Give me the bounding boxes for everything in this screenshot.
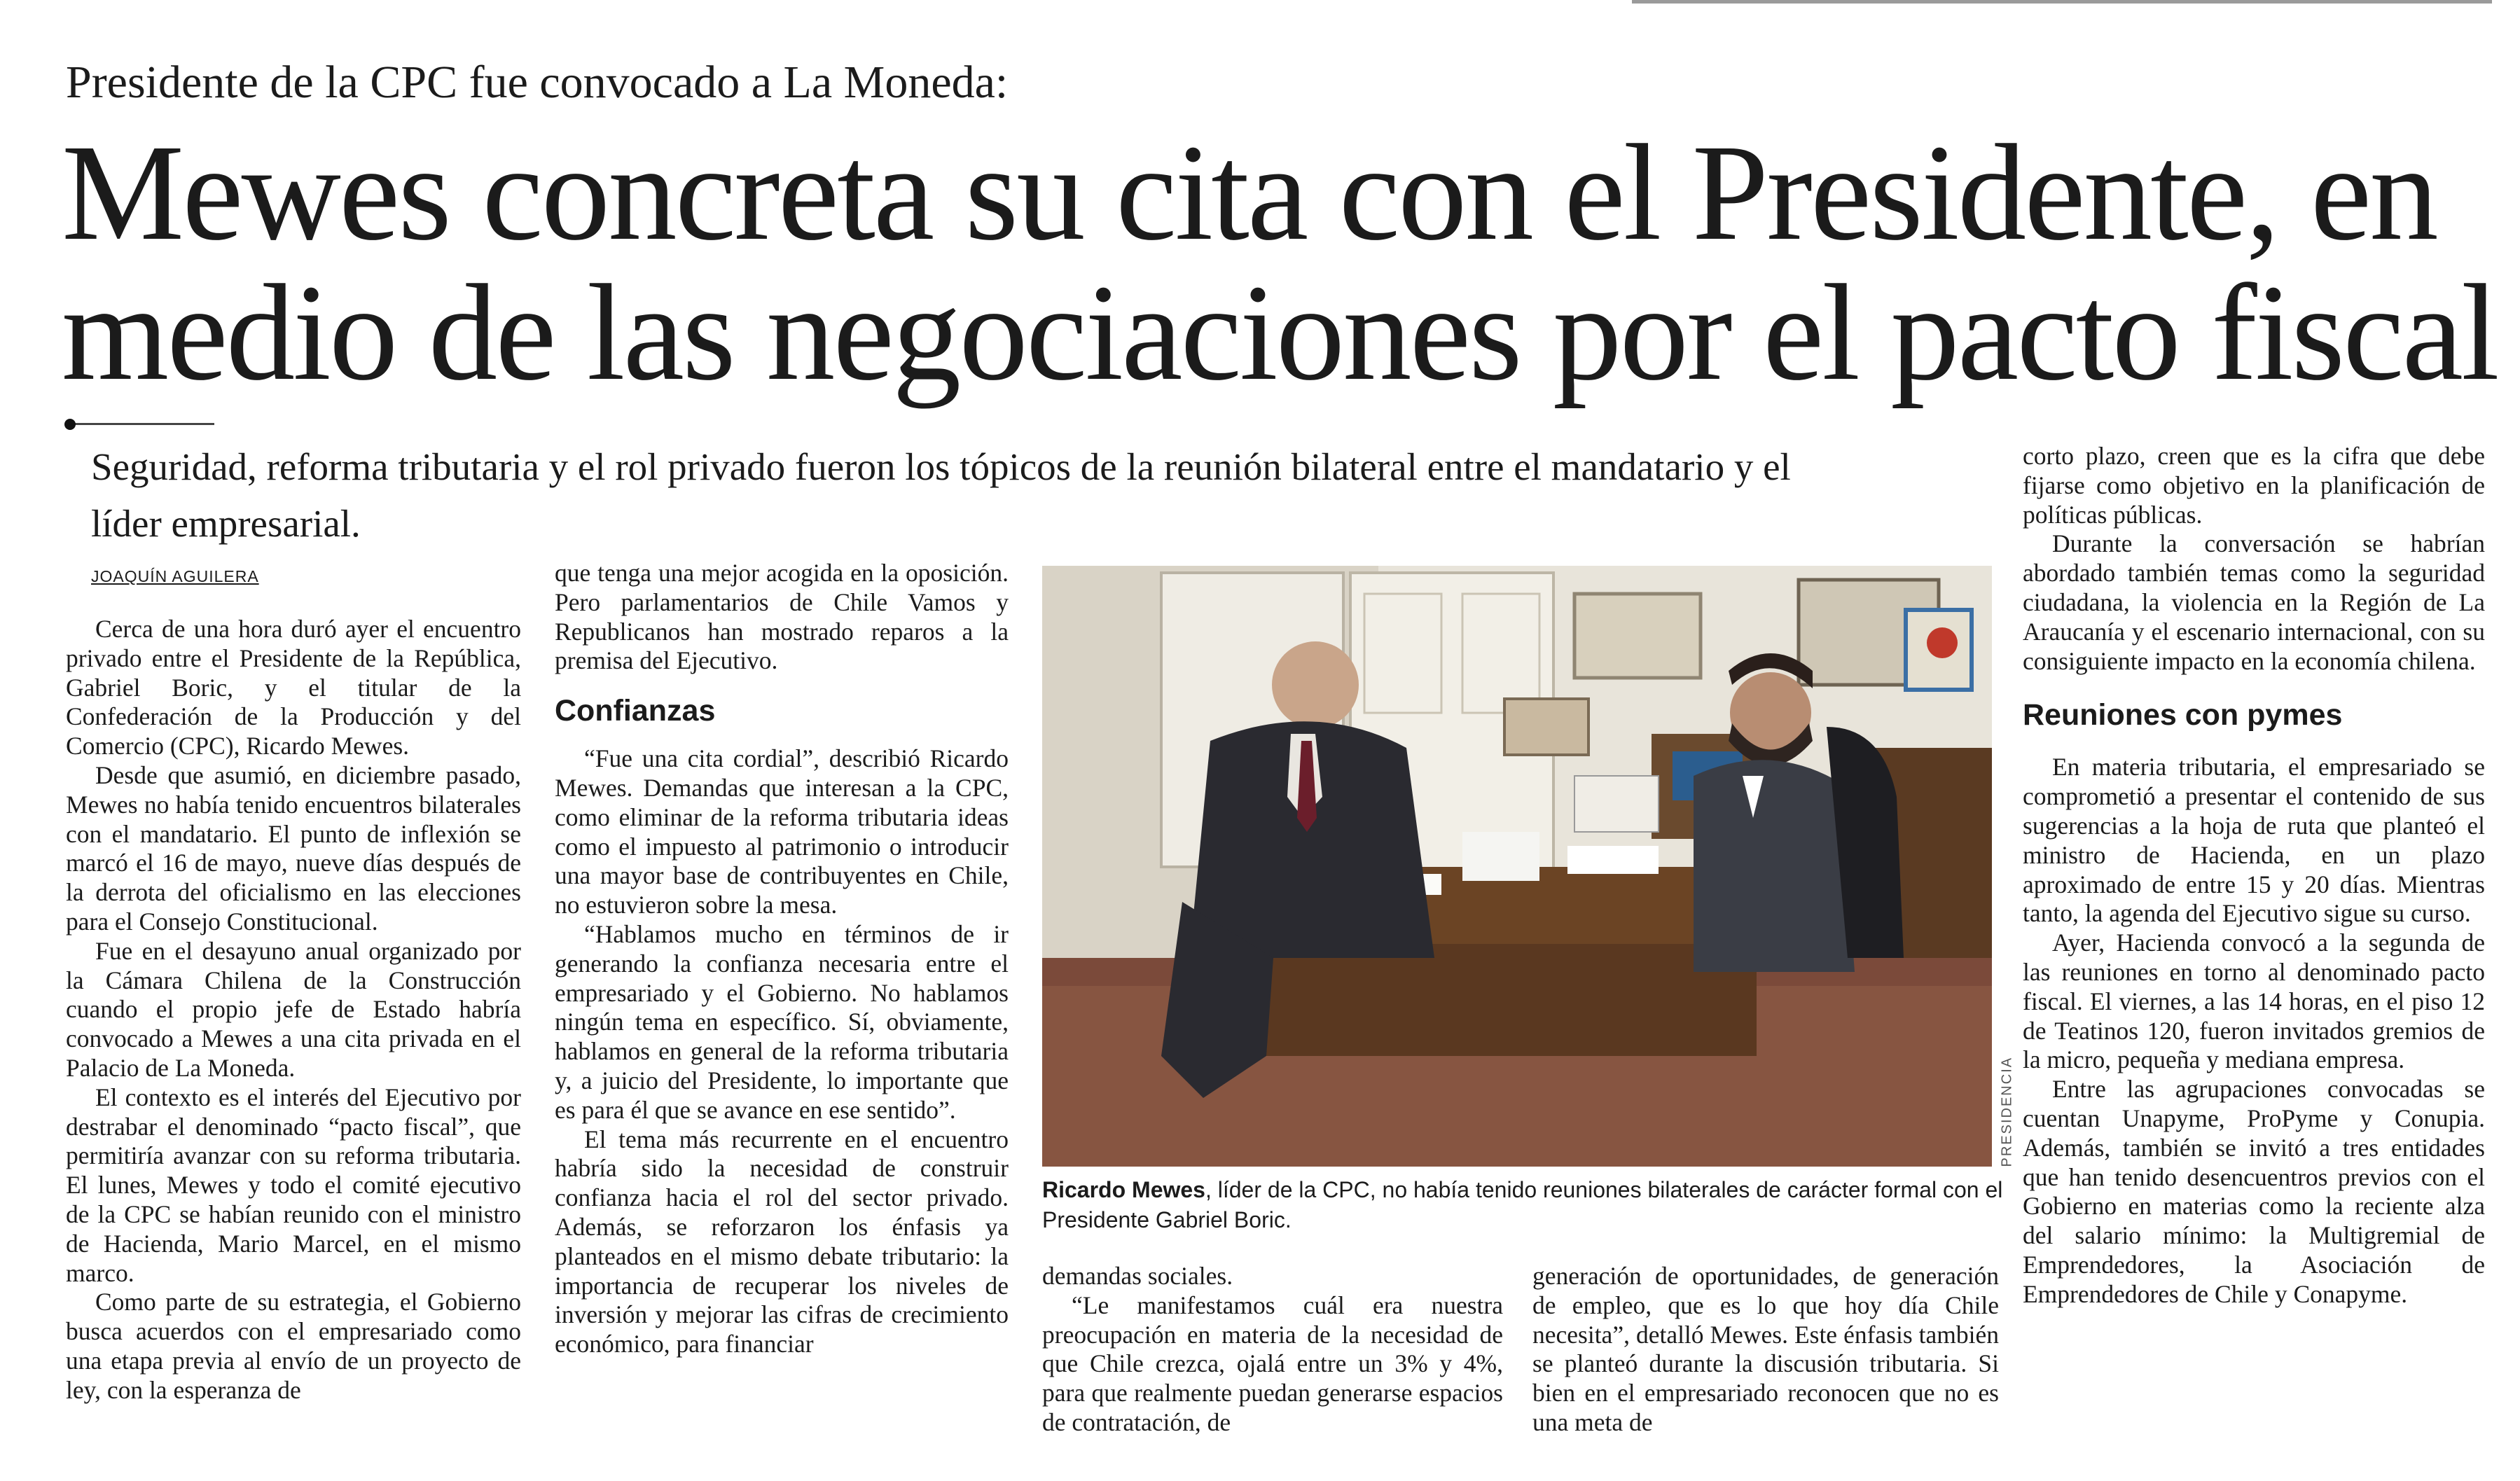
- paragraph: generación de oportunidades, de generación de empleo, que es lo que hoy día Chile necesita”, detalló Mewes. Este énfasis también se planteó durante la discusión tributaria. Si bien en el empresariado reconocen que no es una meta de: [1532, 1262, 1999, 1436]
- paragraph: Entre las agrupaciones convocadas se cuentan Unapyme, ProPyme y Conupia. Además, también se invitó a tres entidades que han tenido desencuentros previos con el Gobierno en materias como la reciente alza del salario mínimo: la Multigremial de Emprendedores, la Asociación de Emprendedores de Chile y Conapyme.: [2023, 1075, 2485, 1308]
- column-5: [2023, 442, 2485, 1309]
- subheading-confianzas: Confianzas: [555, 694, 716, 728]
- paragraph: Desde que asumió, en diciembre pasado, Mewes no había tenido encuentros bilaterales con el mandatario. El punto de inflexión se marcó el 16 de mayo, nueve días después de la derrota del oficialismo en las elecciones para el Consejo Constitucional.: [66, 760, 521, 936]
- deck-rule: [66, 423, 214, 425]
- deck-bullet: [64, 419, 76, 430]
- paragraph: “Fue una cita cordial”, describió Ricardo Mewes. Demandas que interesan a la CPC, como eliminar de la reforma tributaria ideas como el impuesto al patrimonio o introducir una mayor base de contribuyentes en Chile, no estuvieron sobre la mesa.: [555, 744, 1009, 919]
- paragraph: En materia tributaria, el empresariado se comprometió a presentar el contenido de sus sugerencias a la hoja de ruta que planteó el ministro de Hacienda, en un plazo aproximado de entre 15 y 20 días. Mientras tanto, la agenda del Ejecutivo sigue su curso.: [2023, 753, 2485, 928]
- photo-credit-text: PRESIDENCIA: [1999, 1056, 2015, 1167]
- paragraph: Como parte de su estrategia, el Gobierno busca acuerdos con el empresariado como una etapa previa al envío de un proyecto de ley, con la esperanza de: [66, 1288, 521, 1404]
- paragraph: El tema más recurrente en el encuentro habría sido la necesidad de construir confianza hacia el rol del sector privado. Además, se reforzaron los énfasis ya planteados en el mismo debate tributario: la importancia de recuperar los niveles de inversión y mejorar las cifras de crecimiento económico, para financiar: [555, 1125, 1009, 1358]
- headline-line-1: Mewes concreta su cita con el Presidente, en: [62, 116, 2437, 269]
- paragraph: Cerca de una hora duró ayer el encuentro privado entre el Presidente de la República, Gabriel Boric, y el titular de la Confederación de la Producción y del Comercio (CPC), Ricardo Mewes.: [66, 615, 521, 760]
- headline-line-2: medio de las negociaciones por el pacto fiscal: [62, 256, 2498, 409]
- headline: [62, 116, 2498, 409]
- photo-credit: [1995, 1056, 2019, 1169]
- column-3: [1042, 1262, 1503, 1438]
- paragraph: Fue en el desayuno anual organizado por la Cámara Chilena de la Construcción cuando el propio jefe de Estado habría convocado a Mewes a una cita privada en el Palacio de La Moneda.: [66, 936, 521, 1082]
- article-photo: [1042, 566, 1992, 1167]
- paragraph: que tenga una mejor acogida en la oposición. Pero parlamentarios de Chile Vamos y Republicanos han mostrado reparos a la premisa del Ejecutivo.: [555, 559, 1009, 675]
- paragraph: “Hablamos mucho en términos de ir generando la confianza necesaria entre el empresariado y el Gobierno. No hablamos ningún tema en específico. Sí, obviamente, hablamos en general de la reforma tributaria y, a juicio del Presidente, lo importante que es para él que se avance en ese sentido”.: [555, 919, 1009, 1124]
- subheading-reuniones-con-pymes: Reuniones con pymes: [2023, 698, 2343, 732]
- paragraph: Ayer, Hacienda convocó a la segunda de las reuniones en torno al denominado pacto fiscal. El viernes, a las 14 horas, en el piso 12 de Teatinos 120, fueron invitados gremios de la micro, pequeña y mediana empresa.: [2023, 929, 2485, 1074]
- paragraph: El contexto es el interés del Ejecutivo por destrabar el denominado “pacto fiscal”, que permitiría avanzar con su reforma tributaria. El lunes, Mewes y todo el comité ejecutivo de la CPC se habían reunido con el ministro de Hacienda, Mario Marcel, en el mismo marco.: [66, 1083, 521, 1287]
- photo-illustration: [1042, 566, 1992, 1167]
- byline: JOAQUÍN AGUILERA: [91, 567, 259, 585]
- kicker: Presidente de la CPC fue convocado a La Moneda:: [66, 57, 1009, 108]
- paragraph: demandas sociales.: [1042, 1262, 1233, 1290]
- paragraph: “Le manifestamos cuál era nuestra preocupación en materia de la necesidad de que Chile crezca, ojalá entre un 3% y 4%, para que realmente puedan generarse espacios de contratación, de: [1042, 1291, 1503, 1436]
- deck: Seguridad, reforma tributaria y el rol privado fueron los tópicos de la reunión bilateral entre el mandatario y el líder empresarial.: [91, 445, 1791, 545]
- top-rule: [1632, 0, 2492, 4]
- column-4: [1532, 1262, 1999, 1438]
- caption-text: , líder de la CPC, no había tenido reuniones bilaterales de carácter formal con el Presidente Gabriel Boric.: [1042, 1177, 2003, 1232]
- column-2: [555, 559, 1009, 1359]
- caption-name: Ricardo Mewes: [1042, 1177, 1205, 1202]
- paragraph: Durante la conversación se habrían abordado también temas como la seguridad ciudadana, la violencia en la Región de La Araucanía y el escenario internacional, con su consiguiente impacto en la economía chilena.: [2023, 529, 2485, 675]
- column-1: [66, 615, 521, 1405]
- photo-caption: [1042, 1175, 2003, 1235]
- paragraph: corto plazo, creen que es la cifra que debe fijarse como objetivo en la planificación de políticas públicas.: [2023, 442, 2485, 529]
